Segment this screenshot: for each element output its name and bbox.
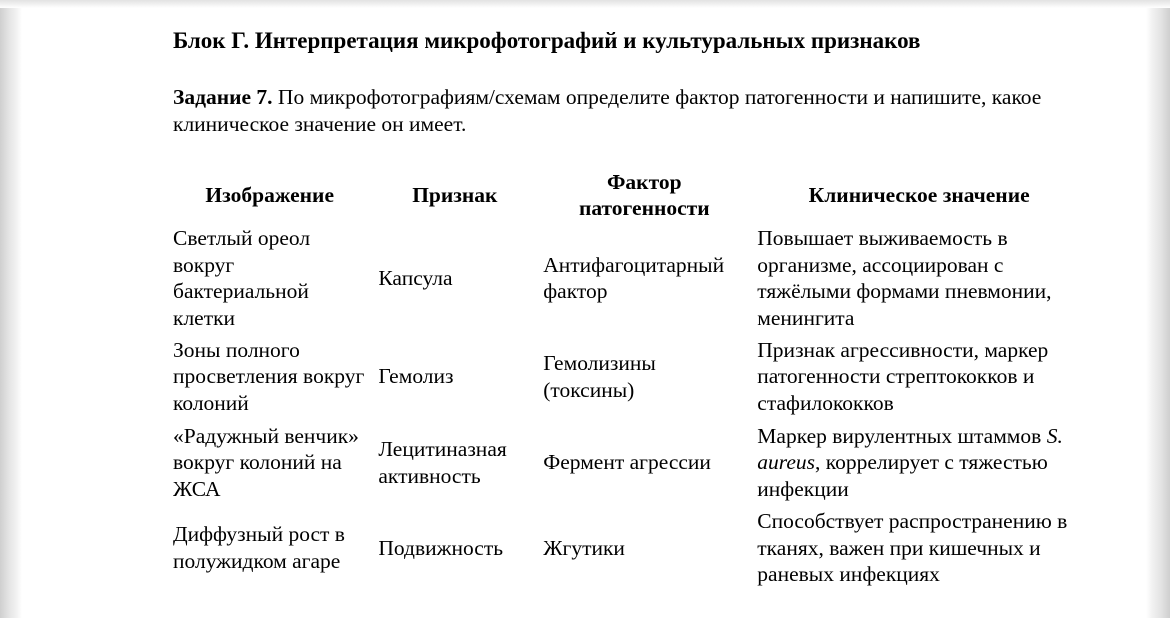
- table-row: [167, 421, 1087, 507]
- page-shadow-right: [1146, 0, 1170, 618]
- cell-image: Зоны полного просветления вокруг колоний: [173, 337, 365, 415]
- cell-factor: Гемолизины (токсины): [543, 351, 656, 402]
- block-heading: Блок Г. Интерпретация микрофотографий и культуральных признаков: [173, 28, 921, 53]
- cell-clinical: [751, 421, 1087, 507]
- task-paragraph: [173, 84, 1073, 138]
- clinical-text-after: , коррелирует с тяжестью инфекции: [757, 450, 1048, 501]
- table-row: [167, 507, 1087, 592]
- cell-factor: Антифагоцитарный фактор: [543, 252, 725, 303]
- cell-sign: Капсула: [378, 265, 453, 290]
- page-shadow-left: [0, 0, 22, 618]
- task-number: Задание 7.: [173, 85, 273, 109]
- header-factor-line2: патогенности: [578, 196, 710, 220]
- cell-sign: Лецитиназная активность: [378, 437, 507, 488]
- cell-clinical: Признак агрессивности, маркер патогенности стрептококков и стафилококков: [757, 337, 1049, 415]
- header-factor: [537, 166, 751, 224]
- cell-sign: Подвижность: [378, 535, 504, 560]
- table-header-row: [167, 166, 1087, 224]
- cell-clinical: Повышает выживаемость в организме, ассоциирован с тяжёлыми формами пневмонии, менингита: [757, 226, 1052, 330]
- task-text: По микрофотографиям/схемам определите фактор патогенности и напишите, какое клиническое значение он имеет.: [173, 85, 1042, 136]
- cell-clinical: Способствует распространению в тканях, важен при кишечных и раневых инфекциях: [757, 509, 1068, 586]
- table-row: [167, 224, 1087, 335]
- header-image: Изображение: [205, 182, 334, 207]
- clinical-text-italic: S. aureus: [757, 423, 1063, 475]
- table-row: [167, 335, 1087, 421]
- cell-factor: Фермент агрессии: [543, 450, 711, 475]
- clinical-text-before: Маркер вирулентных штаммов: [757, 423, 1047, 448]
- header-sign: Признак: [412, 182, 498, 207]
- header-clinical: Клиническое значение: [808, 182, 1030, 207]
- cell-factor: Жгутики: [543, 535, 625, 560]
- pathogenicity-table: [167, 166, 1087, 592]
- header-factor-line1: Фактор: [606, 169, 682, 194]
- cell-sign: Гемолиз: [378, 364, 454, 389]
- cell-image: Диффузный рост в полужидком агаре: [173, 522, 345, 573]
- cell-image: «Радужный венчик» вокруг колоний на ЖСА: [173, 423, 359, 501]
- cell-image: Светлый ореол вокруг бактериальной клетки: [173, 226, 311, 330]
- page-shadow-top: [0, 0, 1170, 8]
